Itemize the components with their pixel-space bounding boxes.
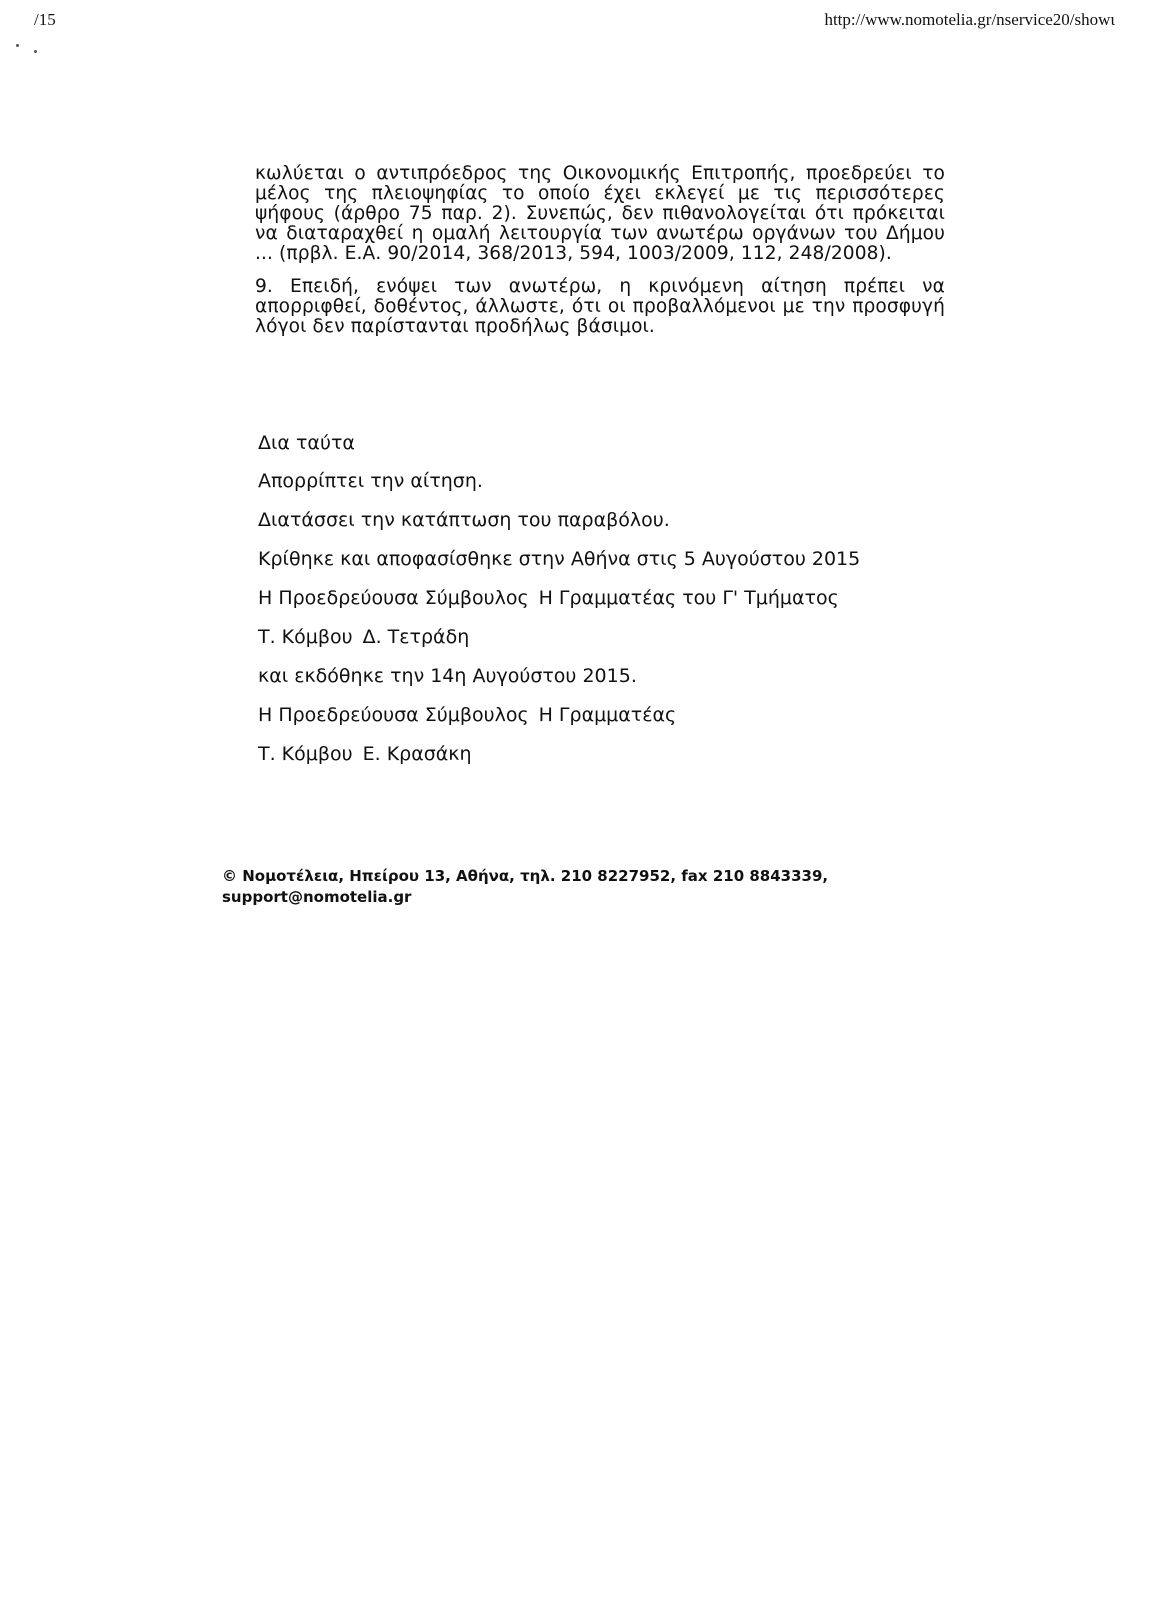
header-url: http://www.nomotelia.gr/nservice20/showι (824, 10, 1115, 29)
signature-title-chair: Η Προεδρεύουσα Σύμβουλος (258, 704, 529, 726)
signature-name-chair: Τ. Κόμβου (258, 626, 353, 648)
signature-title-chair: Η Προεδρεύουσα Σύμβουλος (258, 587, 529, 609)
scan-speck (16, 44, 19, 47)
signature-name-chair: Τ. Κόμβου (258, 743, 353, 765)
signature-name-secretary: Δ. Τετράδη (362, 626, 470, 648)
paragraph-continued: κωλύεται ο αντιπρόεδρος της Οικονομικής Επιτροπής, προεδρεύει το μέλος της πλειοψηφίας το οποίο έχει εκλεγεί με τις περισσότερες ψήφους (άρθρο 75 παρ. 2). Συνεπώς, δεν πιθανολογείται ότι πρόκειται να διαταραχθεί η ομαλή λειτουργία των ανωτέρω οργάνων του Δήμου ... (πρβλ. Ε.Α. 90/2014, 368/2013, 594, 1003/2009, 112, 248/2008). (255, 163, 945, 264)
copyright-footer (222, 866, 828, 908)
signature-titles-2 (258, 704, 676, 726)
footer-address: © Νομοτέλεια, Ηπείρου 13, Αθήνα, τηλ. 210 8227952, fax 210 8843339, (222, 867, 829, 885)
signature-names-1 (258, 626, 469, 648)
scan-speck (34, 50, 37, 53)
document-body (255, 164, 945, 337)
ruling-forfeit: Διατάσσει την κατάπτωση του παραβόλου. (258, 509, 670, 531)
signature-name-secretary: Ε. Κρασάκη (362, 743, 472, 765)
ruling-reject: Απορρίπτει την αίτηση. (258, 470, 483, 492)
decision-date: Κρίθηκε και αποφασίσθηκε στην Αθήνα στις 5 Αυγούστου 2015 (258, 548, 861, 570)
signature-names-2 (258, 743, 472, 765)
footer-email: support@nomotelia.gr (222, 888, 412, 906)
closing-heading: Δια ταύτα (258, 432, 355, 454)
page-header (0, 10, 1163, 40)
signature-titles-1 (258, 587, 839, 609)
paragraph-9: 9. Επειδή, ενόψει των ανωτέρω, η κρινόμενη αίτηση πρέπει να απορριφθεί, δοθέντος, άλλωστε, ότι οι προβαλλόμενοι με την προσφυγή λόγοι δεν παρίστανται προδήλως βάσιμοι. (255, 276, 945, 337)
signature-title-secretary: Η Γραμματέας του Γ' Τμήματος (538, 587, 839, 609)
issue-date: και εκδόθηκε την 14η Αυγούστου 2015. (258, 665, 637, 687)
signature-title-secretary: Η Γραμματέας (538, 704, 677, 726)
page-number: /15 (34, 10, 56, 29)
